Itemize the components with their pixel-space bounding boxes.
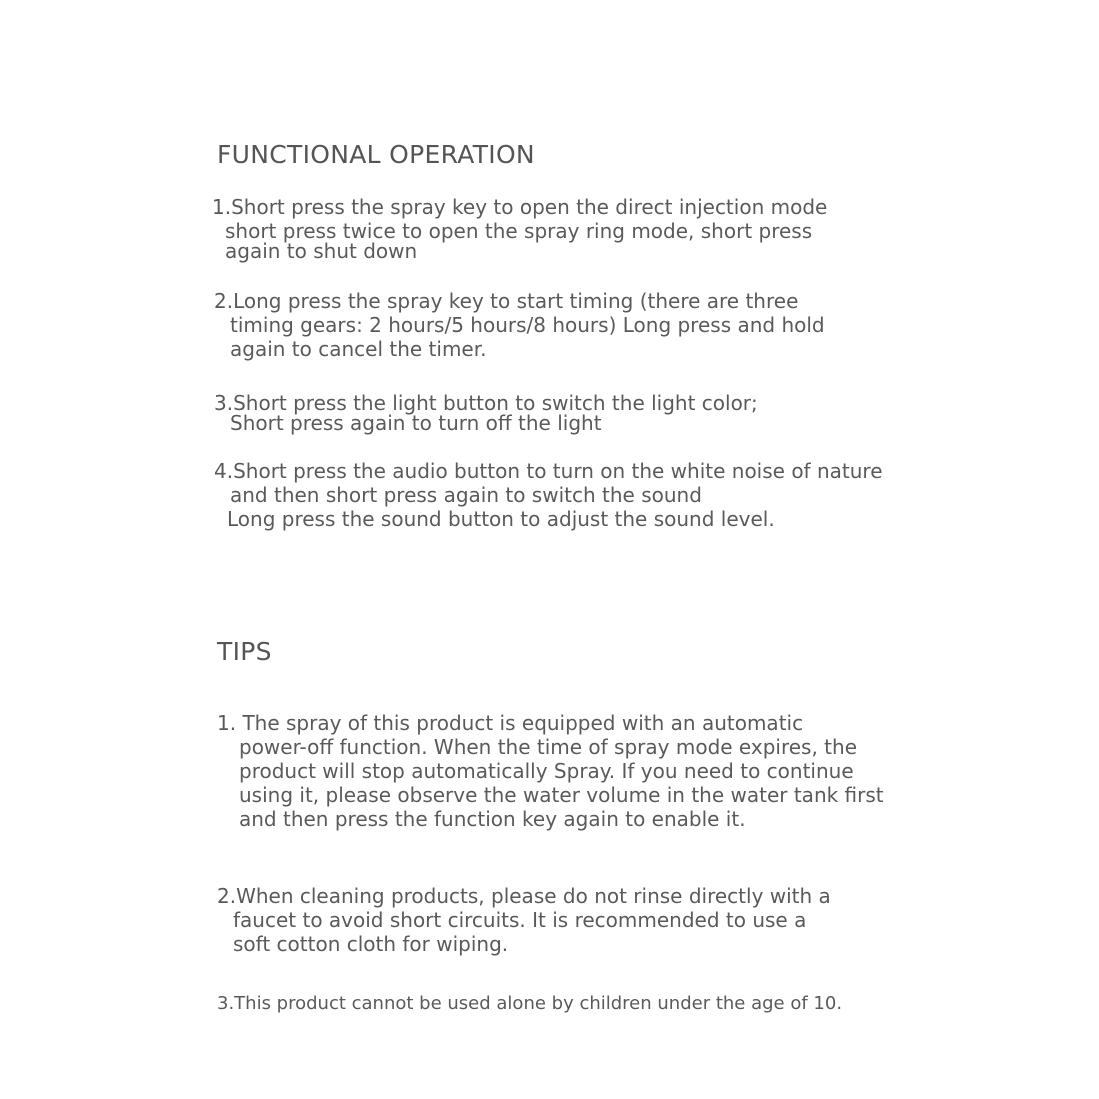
tip-item-1-line-1: 1. The spray of this product is equipped with an automatic <box>217 711 804 735</box>
tip-item-1-line-2: power-off function. When the time of spray mode expires, the <box>239 735 858 759</box>
operation-item-4-line-2: and then short press again to switch the sound <box>230 483 702 507</box>
operation-item-3-line-1: 3.Short press the light button to switch the light color; <box>214 391 758 415</box>
functional-operation-heading: FUNCTIONAL OPERATION <box>217 140 535 169</box>
tip-item-2-line-3: soft cotton cloth for wiping. <box>233 932 509 956</box>
tip-item-1-line-4: using it, please observe the water volume in the water tank first <box>239 783 884 807</box>
tip-item-1-line-3: product will stop automatically Spray. If you need to continue <box>239 759 854 783</box>
tip-item-2-line-1: 2.When cleaning products, please do not rinse directly with a <box>217 884 831 908</box>
operation-item-1-line-1: 1.Short press the spray key to open the direct injection mode <box>212 195 828 219</box>
tips-heading: TIPS <box>217 637 272 666</box>
operation-item-4-line-1: 4.Short press the audio button to turn on the white noise of nature <box>214 459 883 483</box>
operation-item-3-line-2: Short press again to turn off the light <box>230 411 602 435</box>
operation-item-2-line-2: timing gears: 2 hours/5 hours/8 hours) Long press and hold <box>230 313 825 337</box>
tip-item-3-line-1: 3.This product cannot be used alone by children under the age of 10. <box>217 993 843 1014</box>
operation-item-1-line-3: again to shut down <box>225 239 418 263</box>
operation-item-2-line-1: 2.Long press the spray key to start timing (there are three <box>214 289 799 313</box>
operation-item-2-line-3: again to cancel the timer. <box>230 337 487 361</box>
tip-item-1-line-5: and then press the function key again to enable it. <box>239 807 746 831</box>
operation-item-4-line-3: Long press the sound button to adjust the sound level. <box>227 507 775 531</box>
operation-item-1-line-2: short press twice to open the spray ring mode, short press <box>225 219 813 243</box>
tip-item-2-line-2: faucet to avoid short circuits. It is recommended to use a <box>233 908 807 932</box>
